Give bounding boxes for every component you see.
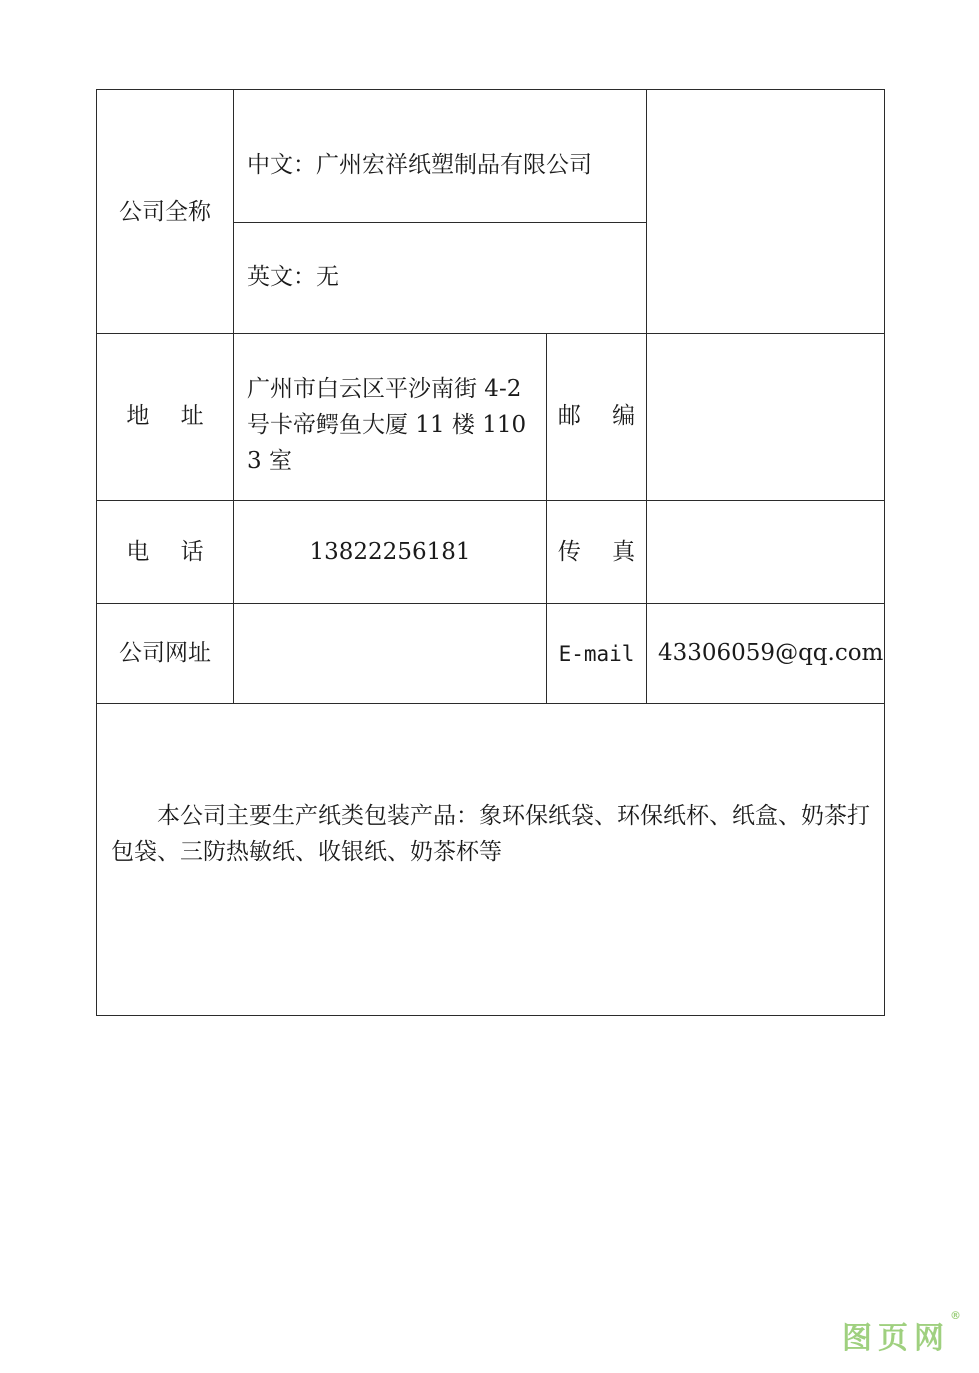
company-full-name-label: 公司全称 xyxy=(119,199,211,225)
website-label: 公司网址 xyxy=(119,640,211,666)
fax-label: 传 真 xyxy=(557,539,648,565)
phone-label: 电 话 xyxy=(126,539,216,565)
company-name-en: 英文：无 xyxy=(247,264,339,290)
divider xyxy=(233,90,234,703)
divider xyxy=(646,90,647,703)
address-value: 广州市白云区平沙南街 4-2 号卡帝鳄鱼大厦 11 楼 1103 室 xyxy=(247,376,527,474)
watermark-logo xyxy=(842,1309,961,1357)
company-name-cn: 中文：广州宏祥纸塑制品有限公司 xyxy=(247,152,592,178)
company-info-form xyxy=(96,89,885,1016)
divider xyxy=(234,222,647,223)
phone-value: 13822256181 xyxy=(309,539,471,565)
email-value[interactable]: 43306059@qq.com xyxy=(658,640,884,666)
watermark-text: 图页网 xyxy=(842,1321,950,1356)
divider xyxy=(97,333,884,334)
divider xyxy=(97,603,884,604)
divider xyxy=(97,500,884,501)
postcode-label: 邮 编 xyxy=(557,403,648,429)
registered-mark: ® xyxy=(950,1309,961,1322)
email-label: E-mail xyxy=(558,642,635,666)
address-label: 地 址 xyxy=(126,403,216,429)
description-cell xyxy=(97,704,884,1015)
company-description: 本公司主要生产纸类包装产品：象环保纸袋、环保纸杯、纸盒、奶茶打包袋、三防热敏纸、收银纸、奶茶杯等 xyxy=(111,803,870,865)
